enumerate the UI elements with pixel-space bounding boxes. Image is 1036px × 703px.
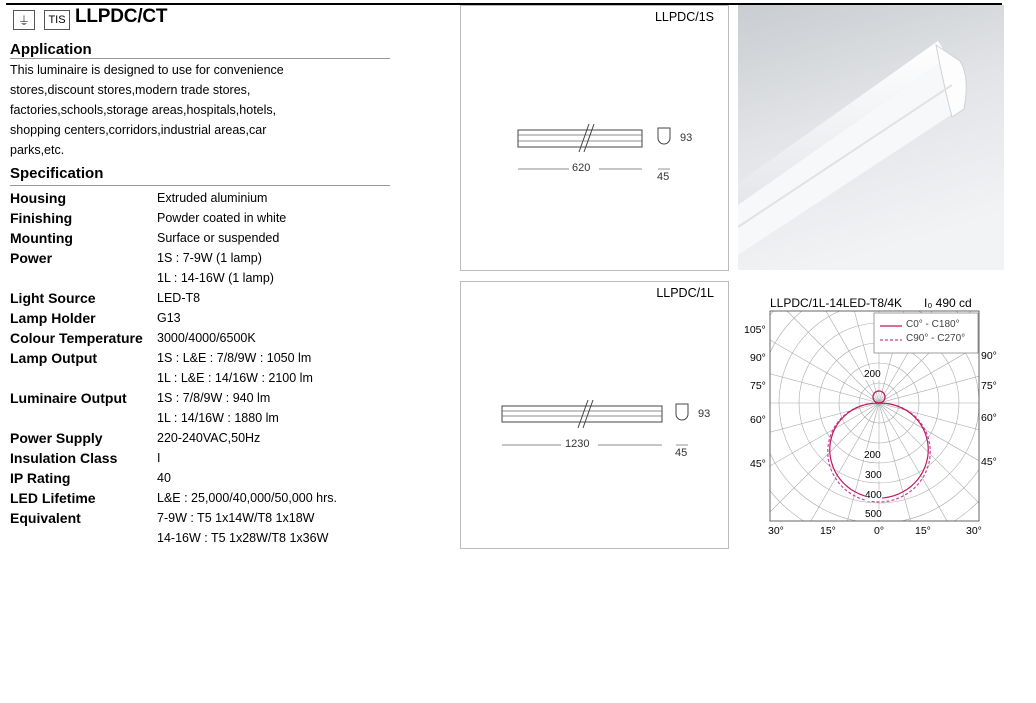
application-line: parks,etc. (10, 143, 65, 157)
spec-value-light-source: LED-T8 (157, 291, 201, 305)
spec-value-finishing: Powder coated in white (157, 211, 287, 225)
legend-c0-label: C0° - C180° (906, 319, 960, 330)
drawing-title-1s: LLPDC/1S (654, 10, 714, 24)
angle-right-45: 45° (981, 456, 997, 468)
dimension-height-1l: 93 (698, 408, 711, 420)
spec-label-insulation-class: Insulation Class (10, 450, 118, 466)
specification-rule (10, 185, 390, 186)
radial-label-400: 400 (865, 490, 882, 501)
product-photo (738, 5, 1004, 270)
specification-heading: Specification (10, 165, 104, 182)
spec-label-power: Power (10, 250, 53, 266)
application-line: shopping centers,corridors,industrial areas,car (10, 123, 267, 137)
spec-value-led-lifetime: L&E : 25,000/40,000/50,000 hrs. (157, 491, 337, 505)
angle-left-105: 105° (744, 324, 766, 336)
polar-chart (738, 285, 1004, 545)
application-line: This luminaire is designed to use for convenience (10, 63, 284, 77)
radial-label-300: 300 (865, 470, 882, 481)
spec-label-colour-temperature: Colour Temperature (10, 330, 143, 346)
spec-label-finishing: Finishing (10, 210, 73, 226)
angle-left-90: 90° (750, 352, 766, 364)
angle-bottom-30-left: 30° (768, 525, 784, 537)
application-text (10, 60, 310, 160)
legend-c90-label: C90° - C270° (906, 333, 966, 344)
spec-value-power: 1L : 14-16W (1 lamp) (157, 271, 274, 285)
polar-spoke (879, 403, 957, 545)
spec-label-lamp-holder: Lamp Holder (10, 310, 96, 326)
angle-left-60: 60° (750, 414, 766, 426)
earth-symbol-icon (13, 10, 35, 30)
spec-value-luminaire-output: 1S : 7/8/9W : 940 lm (157, 391, 271, 405)
polar-diagram-panel (738, 285, 1004, 545)
spec-value-colour-temperature: 3000/4000/6500K (157, 331, 256, 345)
spec-value-lamp-holder: G13 (157, 311, 181, 325)
spec-label-power-supply: Power Supply (10, 430, 103, 446)
spec-value-mounting: Surface or suspended (157, 231, 280, 245)
dimension-length-1l: 1230 (565, 438, 590, 450)
luminaire-drawing-1l (461, 282, 728, 548)
polar-title: LLPDC/1L-14LED-T8/4K (770, 296, 903, 310)
spec-value-power-supply: 220-240VAC,50Hz (157, 431, 261, 445)
tis-symbol-icon (44, 10, 70, 30)
tis-symbol: TIS (48, 14, 66, 26)
dimension-length-1s: 620 (572, 162, 591, 174)
spec-value-insulation-class: I (157, 451, 161, 465)
page-title: LLPDC/CT (75, 6, 168, 27)
spec-value-lamp-output: 1S : L&E : 7/8/9W : 1050 lm (157, 351, 312, 365)
spec-label-housing: Housing (10, 190, 66, 206)
spec-value-ip-rating: 40 (157, 471, 171, 485)
spec-label-ip-rating: IP Rating (10, 470, 71, 486)
dimension-width-1s: 45 (657, 171, 670, 183)
angle-bottom-15-left: 15° (820, 525, 836, 537)
spec-value-lamp-output: 1L : L&E : 14/16W : 2100 lm (157, 371, 313, 385)
angle-bottom-30-right: 30° (966, 525, 982, 537)
spec-label-luminaire-output: Luminaire Output (10, 390, 127, 406)
drawing-title-1l: LLPDC/1L (656, 286, 714, 300)
radial-label-200: 200 (864, 450, 881, 461)
angle-right-90: 90° (981, 350, 997, 362)
angle-bottom-0: 0° (874, 525, 885, 537)
earth-symbol: ⏚ (17, 13, 30, 28)
spec-label-equivalent: Equivalent (10, 510, 81, 526)
spec-label-lamp-output: Lamp Output (10, 350, 98, 366)
radial-label-top: 200 (864, 369, 881, 380)
polar-intensity: I₀ 490 cd (924, 296, 972, 310)
spec-value-equivalent: 7-9W : T5 1x14W/T8 1x18W (157, 511, 315, 525)
application-heading: Application (10, 41, 92, 58)
dimension-height-1s: 93 (680, 132, 693, 144)
angle-left-75: 75° (750, 380, 766, 392)
spec-value-equivalent: 14-16W : T5 1x28W/T8 1x36W (157, 531, 329, 545)
spec-value-luminaire-output: 1L : 14/16W : 1880 lm (157, 411, 279, 425)
spec-value-power: 1S : 7-9W (1 lamp) (157, 251, 262, 265)
angle-bottom-15-right: 15° (915, 525, 931, 537)
dimension-width-1l: 45 (675, 447, 688, 459)
spec-label-led-lifetime: LED Lifetime (10, 490, 96, 506)
angle-right-75: 75° (981, 380, 997, 392)
angle-left-45: 45° (750, 458, 766, 470)
application-line: factories,schools,storage areas,hospitals,hotels, (10, 103, 277, 117)
spec-value-housing: Extruded aluminium (157, 191, 268, 205)
drawing-panel-1s (460, 5, 729, 271)
spec-label-mounting: Mounting (10, 230, 73, 246)
application-line: stores,discount stores,modern trade stores, (10, 83, 251, 97)
luminaire-photo-illustration (738, 5, 1004, 270)
drawing-panel-1l (460, 281, 729, 549)
radial-label-500: 500 (865, 509, 882, 520)
application-rule (10, 58, 390, 59)
spec-label-light-source: Light Source (10, 290, 96, 306)
angle-right-60: 60° (981, 412, 997, 424)
